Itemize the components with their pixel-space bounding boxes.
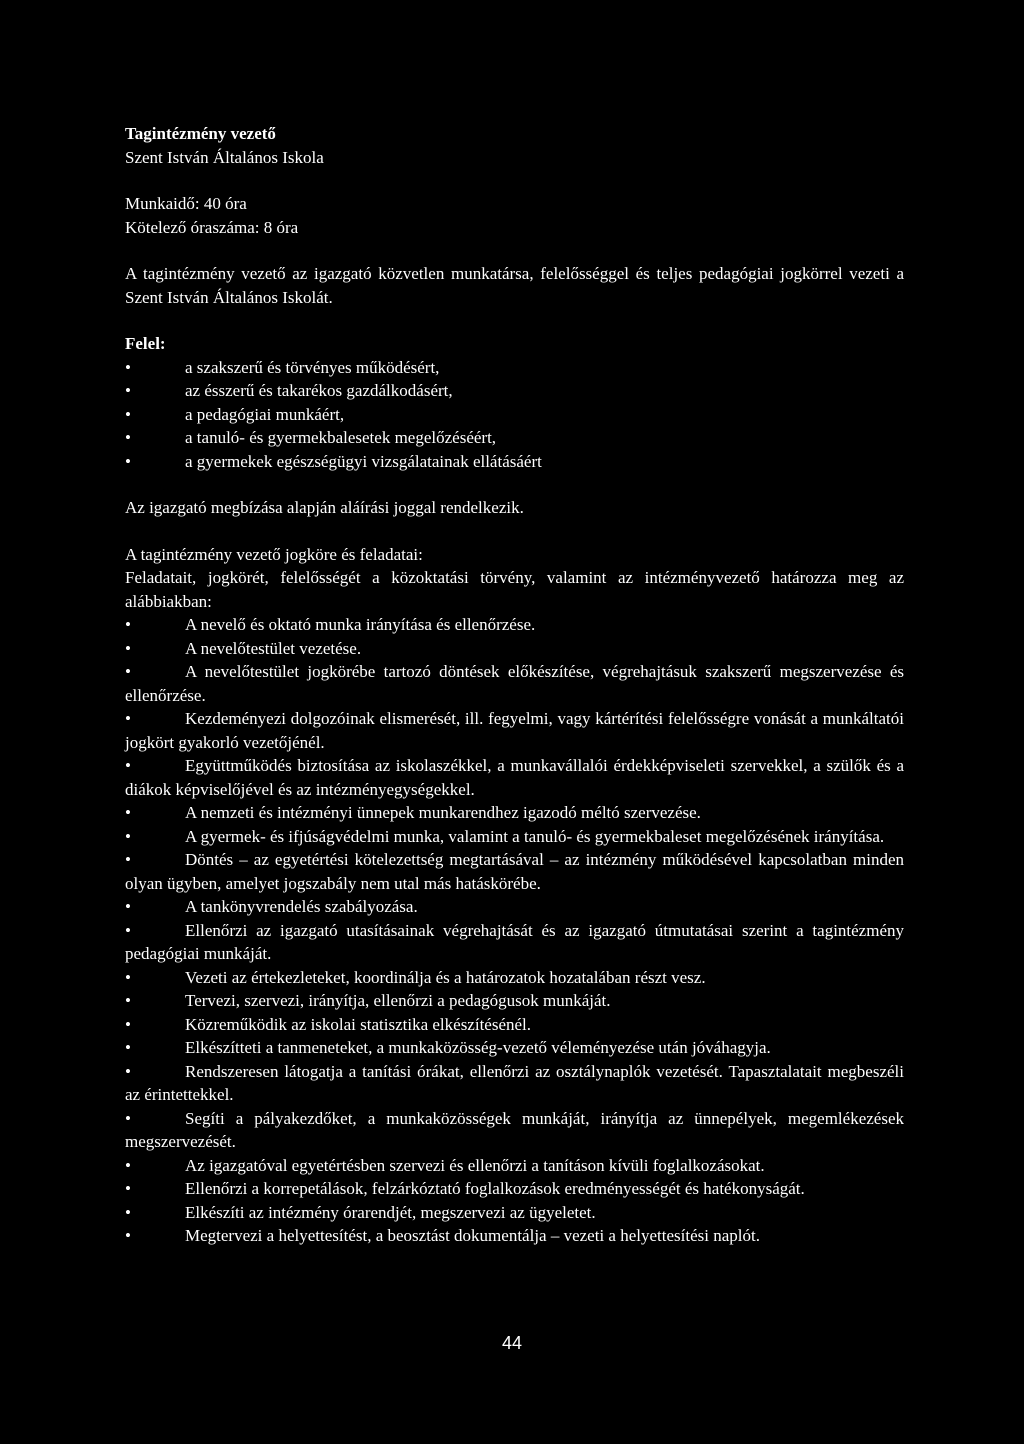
bullet-icon: • (125, 920, 131, 940)
list-item (125, 989, 904, 1013)
list-item-text: A nevelőtestület vezetése. (185, 638, 362, 658)
bullet-icon: • (125, 638, 131, 658)
bullet-icon: • (125, 381, 131, 400)
list-item (125, 403, 904, 427)
bullet-icon: • (125, 1061, 131, 1081)
list-item (125, 426, 904, 450)
bullet-icon: • (125, 756, 131, 775)
list-item (125, 707, 904, 754)
list-item (125, 1201, 904, 1225)
list-item (125, 1154, 904, 1178)
list-item-text: Ellenőrzi az igazgató utasításainak végrehajtását és az igazgató útmutatásai szerint a tagintézmény pedagógiai munkáját. (125, 920, 904, 963)
list-item-text: Döntés – az egyetértési kötelezettség megtartásával – az intézmény működésével kapcsolatban minden olyan ügyben, amelyet jogszabály nem utal más hatáskörébe. (125, 850, 904, 893)
responsible-list (125, 356, 904, 474)
responsible-heading: Felel: (125, 334, 166, 353)
list-item-text: Rendszeresen látogatja a tanítási órákat, ellenőrzi az osztálynaplók vezetését. Tapasztalatait megbeszéli az érintettekkel. (125, 1061, 904, 1104)
duties-heading: A tagintézmény vezető jogköre és feladatai: (125, 544, 423, 564)
signing-authority: Az igazgató megbízása alapján aláírási joggal rendelkezik. (125, 498, 524, 517)
list-item (125, 1060, 904, 1107)
list-item-text: Vezeti az értekezleteket, koordinálja és a határozatok hozatalában részt vesz. (185, 967, 706, 987)
list-item-text: Elkészítteti a tanmeneteket, a munkaközösség-vezető véleményezése után jóváhagyja. (185, 1038, 771, 1057)
bullet-icon: • (125, 428, 131, 447)
bullet-icon: • (125, 404, 131, 424)
bullet-icon: • (125, 1226, 131, 1245)
list-item-text: A tankönyvrendelés szabályozása. (185, 897, 418, 916)
list-item-text: Megtervezi a helyettesítést, a beosztást dokumentálja – vezeti a helyettesítési naplót. (185, 1226, 760, 1245)
list-item (125, 1107, 904, 1154)
list-item-text: Elkészíti az intézmény órarendjét, megszervezi az ügyeletet. (185, 1202, 596, 1222)
list-item (125, 1177, 904, 1201)
work-hours: Munkaidő: 40 óra (125, 194, 247, 213)
bullet-icon: • (125, 709, 131, 728)
list-item (125, 825, 904, 849)
list-item-text: Tervezi, szervezi, irányítja, ellenőrzi a pedagógusok munkáját. (185, 991, 611, 1010)
bullet-icon: • (125, 451, 131, 471)
list-item-text: Együttműködés biztosítása az iskolaszékkel, a munkavállalói érdekképviseleti szervekkel, a szülők és a diákok képviselőjével és az intézményegységekkel. (125, 756, 904, 799)
list-item-text: Az igazgatóval egyetértésben szervezi és ellenőrzi a tanításon kívüli foglalkozásokat. (185, 1155, 765, 1175)
list-item (125, 966, 904, 990)
duties-list (125, 613, 904, 1248)
bullet-icon: • (125, 826, 131, 846)
mandatory-hours: Kötelező óraszáma: 8 óra (125, 217, 299, 237)
list-item (125, 1013, 904, 1037)
list-item-text: Ellenőrzi a korrepetálások, felzárkóztató foglalkozások eredményességét és hatékonyságát. (185, 1179, 805, 1198)
list-item (125, 450, 904, 474)
bullet-icon: • (125, 1038, 131, 1057)
list-item (125, 848, 904, 895)
bullet-icon: • (125, 803, 131, 822)
list-item-text: A gyermek- és ifjúságvédelmi munka, valamint a tanuló- és gyermekbaleset megelőzésének irányítása. (185, 826, 885, 846)
list-item-text: a tanuló- és gyermekbalesetek megelőzéséért, (185, 428, 497, 447)
list-item-text: a pedagógiai munkáért, (185, 404, 345, 424)
list-item-text: Segíti a pályakezdőket, a munkaközösségek munkáját, irányítja az ünnepélyek, megemlékezések megszervezését. (125, 1108, 904, 1151)
bullet-icon: • (125, 1179, 131, 1198)
list-item (125, 613, 904, 637)
intro-paragraph: A tagintézmény vezető az igazgató közvetlen munkatársa, felelősséggel és teljes pedagógiai jogkörrel vezeti a Szent István Általános Iskolát. (125, 264, 904, 307)
document-page (125, 122, 904, 1248)
document-title: Tagintézmény vezető (125, 124, 276, 143)
list-item-text: a szakszerű és törvényes működésért, (185, 357, 440, 377)
school-name: Szent István Általános Iskola (125, 147, 324, 167)
list-item (125, 1036, 904, 1060)
list-item (125, 356, 904, 380)
bullet-icon: • (125, 991, 131, 1010)
bullet-icon: • (125, 1202, 131, 1222)
bullet-icon: • (125, 615, 131, 634)
list-item (125, 637, 904, 661)
bullet-icon: • (125, 1014, 131, 1034)
bullet-icon: • (125, 357, 131, 377)
list-item-text: A nevelő és oktató munka irányítása és ellenőrzése. (185, 615, 536, 634)
list-item-text: az ésszerű és takarékos gazdálkodásért, (185, 381, 453, 400)
list-item-text: A nemzeti és intézményi ünnepek munkarendhez igazodó méltó szervezése. (185, 803, 701, 822)
page-number: 44 (501, 1333, 523, 1353)
bullet-icon: • (125, 662, 131, 681)
list-item (125, 379, 904, 403)
list-item-text: A nevelőtestület jogkörébe tartozó döntések előkészítése, végrehajtásuk szakszerű megszervezése és ellenőrzése. (125, 662, 904, 705)
bullet-icon: • (125, 1155, 131, 1175)
list-item (125, 919, 904, 966)
list-item-text: Kezdeményezi dolgozóinak elismerését, ill. fegyelmi, vagy kártérítési felelősségre vonását a munkáltatói jogkört gyakorló vezetőjénél. (125, 709, 904, 752)
bullet-icon: • (125, 850, 131, 869)
bullet-icon: • (125, 897, 131, 916)
list-item-text: Közreműködik az iskolai statisztika elkészítésénél. (185, 1014, 532, 1034)
list-item-text: a gyermekek egészségügyi vizsgálatainak ellátásáért (185, 451, 542, 471)
bullet-icon: • (125, 967, 131, 987)
list-item (125, 895, 904, 919)
bullet-icon: • (125, 1108, 131, 1128)
duties-intro: Feladatait, jogkörét, felelősségét a közoktatási törvény, valamint az intézményvezető határozza meg az alábbiakban: (125, 568, 904, 611)
list-item (125, 660, 904, 707)
list-item (125, 1224, 904, 1248)
list-item (125, 801, 904, 825)
list-item (125, 754, 904, 801)
